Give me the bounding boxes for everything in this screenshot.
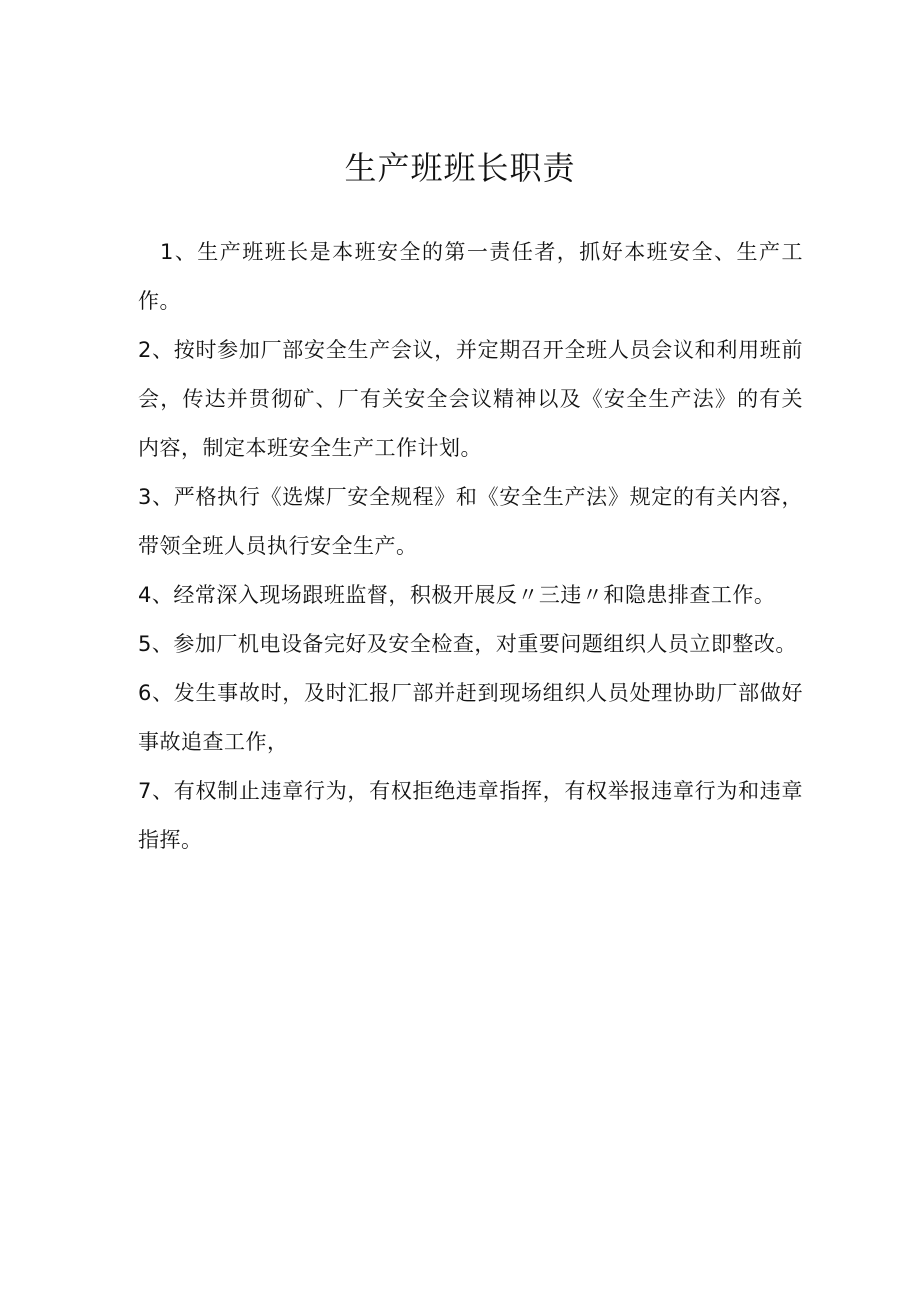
duty-item-2: 2、按时参加厂部安全生产会议，并定期召开全班人员会议和利用班前会，传达并贯彻矿、厂有关安全会议精神以及《安全生产法》的有关内容，制定本班安全生产工作计划。 <box>138 338 803 460</box>
duty-item-4: 4、经常深入现场跟班监督，积极开展反〃三违〃和隐患排查工作。 <box>138 583 776 607</box>
duty-item-3: 3、严格执行《选煤厂安全规程》和《安全生产法》规定的有关内容，带领全班人员执行安全生产。 <box>138 485 803 558</box>
duty-item-5: 5、参加厂机电设备完好及安全检查，对重要问题组织人员立即整改。 <box>138 632 797 656</box>
duty-item-6: 6、发生事故时，及时汇报厂部并赶到现场组织人员处理协助厂部做好事故追查工作， <box>138 681 803 754</box>
duty-item-7: 7、有权制止违章行为，有权拒绝违章指挥，有权举报违章行为和违章指挥。 <box>138 779 803 852</box>
duties-list <box>138 228 803 865</box>
page-title: 生产班班长职责 <box>344 149 576 187</box>
duty-item-1: 1、生产班班长是本班安全的第一责任者，抓好本班安全、生产工作。 <box>138 240 803 313</box>
